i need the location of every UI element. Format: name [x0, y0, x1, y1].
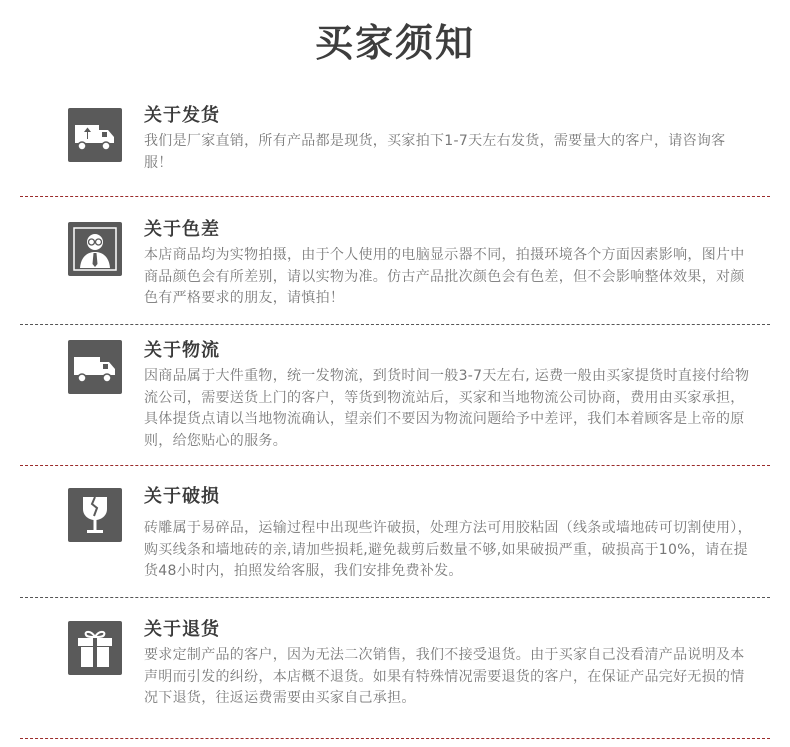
section-title-damage: 关于破损 — [144, 486, 220, 507]
person-with-glasses-icon — [68, 222, 122, 276]
section-divider — [20, 465, 770, 466]
section-body-shipping: 我们是厂家直销，所有产品都是现货，买家拍下1-7天左右发货，需要量大的客户，请咨询客服！ — [144, 133, 726, 171]
section-title-color-difference: 关于色差 — [144, 219, 220, 240]
gift-box-icon — [68, 621, 122, 675]
upload-truck-icon — [68, 108, 122, 162]
page-title: 买家须知 — [314, 21, 475, 65]
section-body-color-difference: 本店商品均为实物拍摄，由于个人使用的电脑显示器不同，拍摄环境各个方面因素影响，图片中商品颜色会有所差别，请以实物为准。仿古产品批次颜色会有色差，但不会影响整体效果，对颜色有严格要求的朋友，请慎拍！ — [144, 247, 745, 306]
section-title-returns: 关于退货 — [144, 619, 220, 640]
section-body-logistics: 因商品属于大件重物，统一发物流，到货时间一般3-7天左右, 运费一般由买家提货时直接付给物流公司，需要送货上门的客户，等货到物流站后，买家和当地物流公司协商，费用由买家承担，具体提货点请以当地物流确认，望亲们不要因为物流问题给予中差评，我们本着顾客是上帝的原则，给您贴心的服务。 — [144, 368, 750, 449]
section-body-returns: 要求定制产品的客户，因为无法二次销售，我们不接受退货。由于买家自己没看清产品说明及本声明而引发的纠纷，本店概不退货。如果有特殊情况需要退货的客户，在保证产品完好无损的情况下退货，往返运费需要由买家自己承担。 — [144, 647, 745, 706]
section-title-shipping: 关于发货 — [144, 105, 220, 126]
section-divider — [20, 597, 770, 598]
section-divider — [20, 738, 770, 739]
section-divider — [20, 196, 770, 197]
section-divider — [20, 324, 770, 325]
section-body-damage: 砖雕属于易碎品，运输过程中出现些许破损，处理方法可用胶粘固（线条或墙地砖可切割使用），购买线条和墙地砖的亲,请加些损耗,避免裁剪后数量不够,如果破损严重，破损高于10%，请在提货48小时内，拍照发给客服，我们安排免费补发。 — [144, 520, 752, 579]
delivery-truck-icon — [68, 340, 122, 394]
broken-glass-icon — [68, 488, 122, 542]
section-title-logistics: 关于物流 — [144, 340, 220, 361]
